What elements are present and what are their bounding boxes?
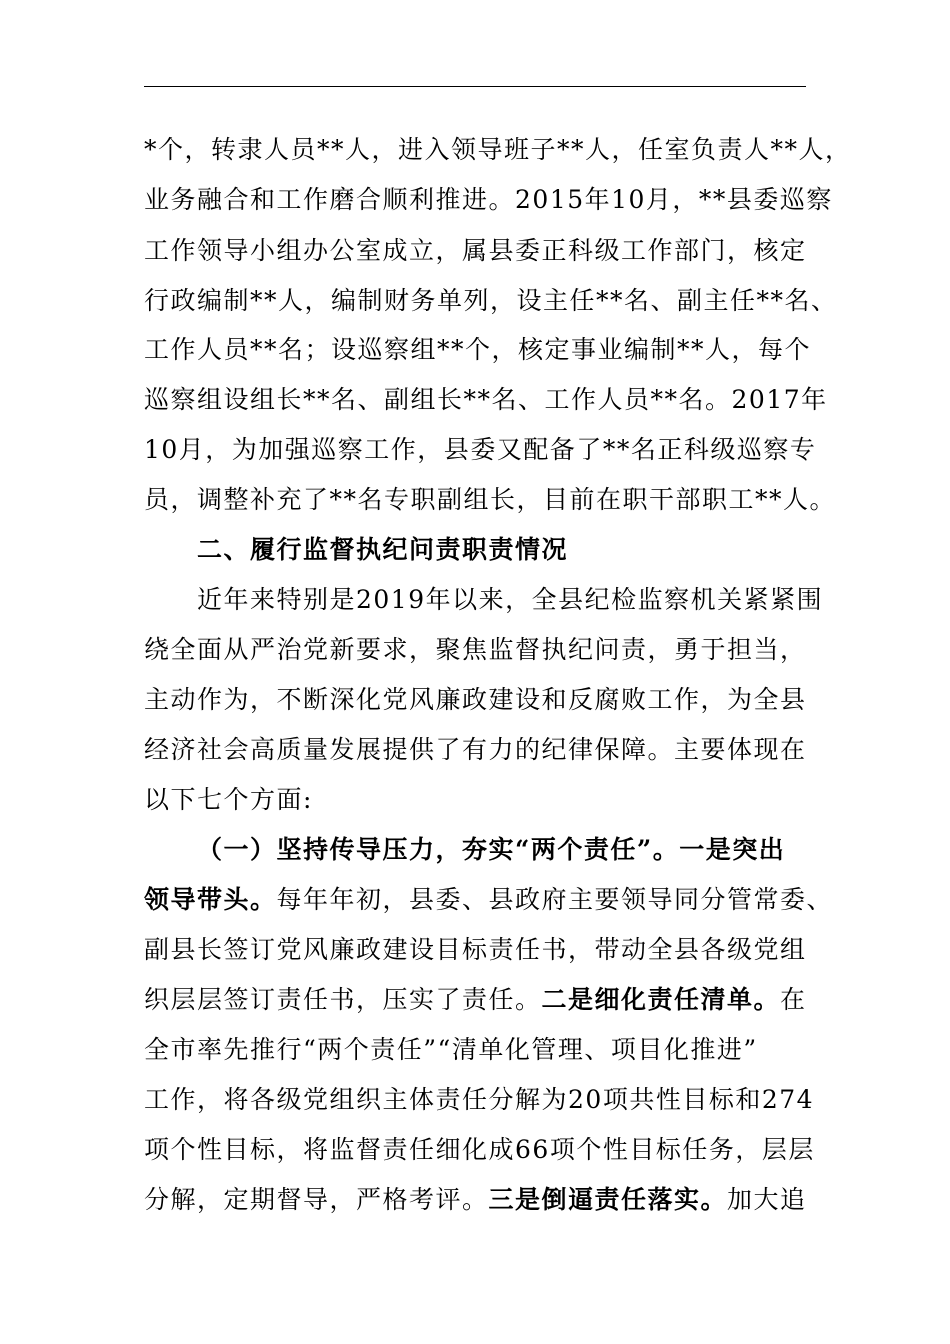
text-segment: 全市率先推行“两个责任”“清单化管理、项目化推进” — [144, 1035, 758, 1064]
text-line — [144, 180, 833, 220]
text-line — [197, 580, 867, 620]
text-segment: 工作，将各级党组织主体责任分解为20项共性目标和274 — [144, 1085, 815, 1114]
text-segment: 员，调整补充了**名专职副组长，目前在职干部职工**人。 — [144, 485, 837, 514]
text-segment: 二、履行监督执纪问责职责情况 — [197, 535, 569, 564]
text-segment: 加大追 — [727, 1185, 807, 1214]
text-segment: 业务融合和工作磨合顺利推进。2015年10月，**县委巡察 — [144, 185, 833, 214]
text-segment: *个，转隶人员**人，进入领导班子**人，任室负责人**人， — [144, 135, 852, 164]
bold-segment: 三是倒逼责任落实。 — [488, 1185, 728, 1214]
text-segment: 近年来特别是2019年以来，全县纪检监察机关紧紧围 — [197, 585, 824, 614]
text-line — [144, 930, 814, 970]
text-line — [144, 1080, 814, 1120]
text-segment: 分解，定期督导，严格考评。 — [144, 1185, 489, 1214]
text-segment: 工作人员**名；设巡察组**个，核定事业编制**人，每个 — [144, 335, 812, 364]
text-segment: 项个性目标，将监督责任细化成66项个性目标任务，层层 — [144, 1135, 815, 1164]
text-line — [144, 380, 828, 420]
text-segment: 工作领导小组办公室成立，属县委正科级工作部门，核定 — [144, 236, 807, 265]
text-line — [144, 680, 814, 720]
text-segment: 在 — [780, 985, 807, 1014]
text-segment: 经济社会高质量发展提供了有力的纪律保障。主要体现在 — [144, 735, 807, 764]
header-rule — [144, 86, 806, 87]
text-segment: （一）坚持传导压力，夯实“两个责任”。一是突出 — [197, 835, 786, 864]
bold-segment: 二是细化责任清单。 — [541, 985, 781, 1014]
text-segment: 织层层签订责任书，压实了责任。 — [144, 985, 542, 1014]
subsection-heading — [197, 830, 867, 870]
text-line — [144, 780, 814, 820]
text-segment: 主动作为，不断深化党风廉政建设和反腐败工作，为全县 — [144, 685, 807, 714]
text-segment: 副县长签订党风廉政建设目标责任书，带动全县各级党组 — [144, 935, 807, 964]
text-segment: 绕全面从严治党新要求，聚焦监督执纪问责，勇于担当， — [144, 635, 807, 664]
text-segment: 巡察组设组长**名、副组长**名、工作人员**名。2017年 — [144, 385, 828, 414]
text-line — [144, 730, 814, 770]
text-segment: 以下七个方面: — [144, 785, 313, 814]
text-line — [144, 281, 838, 321]
bold-segment: 领导带头。 — [144, 885, 277, 914]
text-segment: 每年年初，县委、县政府主要领导同分管常委、 — [276, 885, 834, 914]
text-line — [144, 1130, 814, 1170]
text-line — [144, 880, 834, 920]
text-line — [144, 231, 814, 271]
text-line — [144, 1180, 814, 1220]
text-line — [144, 630, 814, 670]
text-segment: 10月，为加强巡察工作，县委又配备了**名正科级巡察专 — [144, 435, 817, 464]
text-line — [144, 1030, 814, 1070]
text-line — [144, 130, 852, 170]
section-heading — [197, 530, 867, 570]
text-line — [144, 330, 814, 370]
text-line — [144, 430, 817, 470]
text-segment: 行政编制**人，编制财务单列，设主任**名、副主任**名、 — [144, 286, 838, 315]
text-line — [144, 980, 814, 1020]
text-line — [144, 480, 837, 520]
